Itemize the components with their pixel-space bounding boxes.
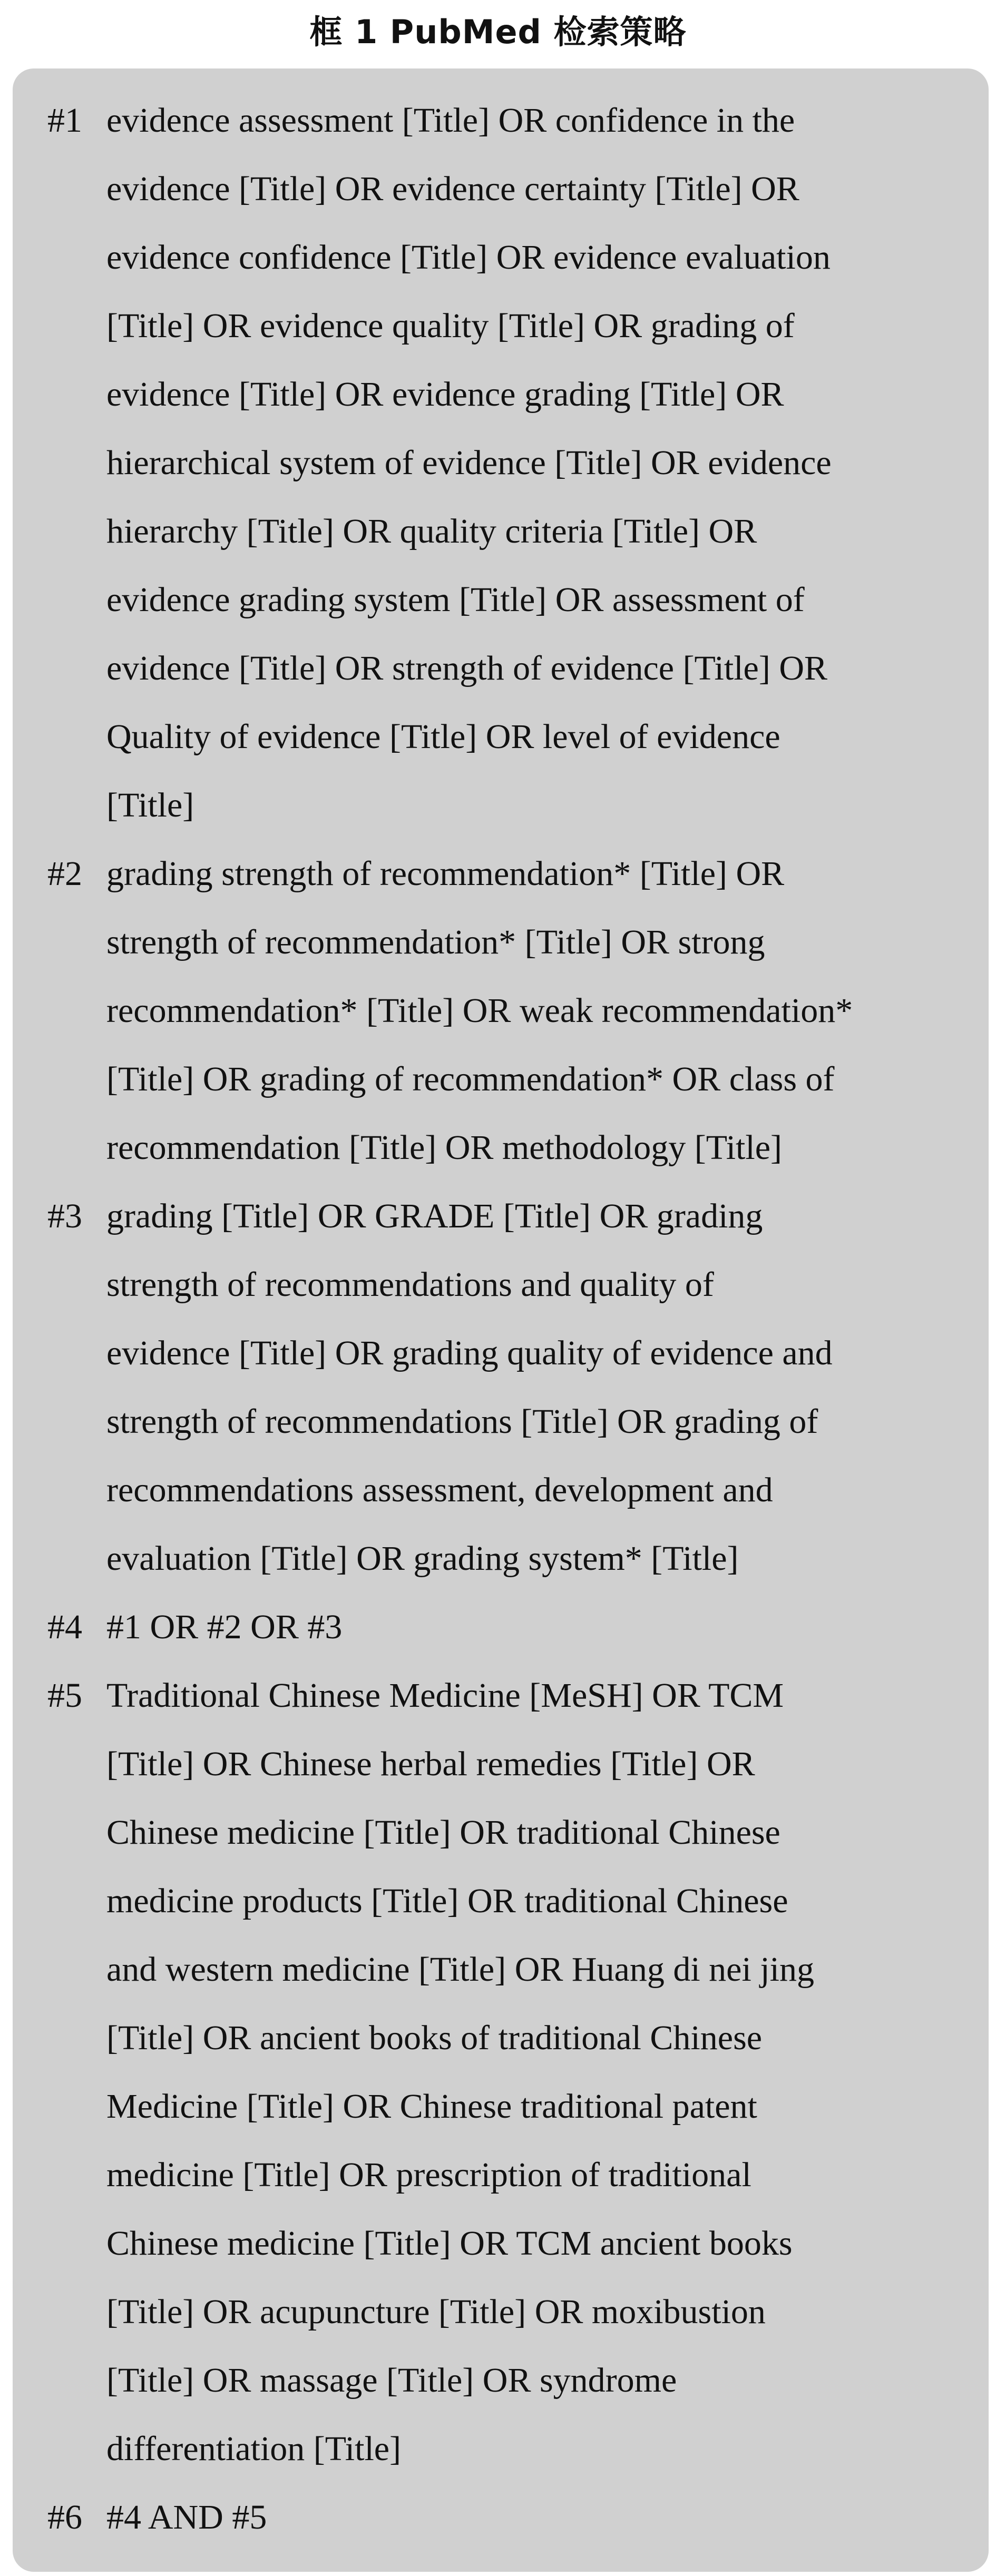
query-line: grading strength of recommendation* [Title] OR [106,854,785,893]
query-line: #1 OR #2 OR #3 [106,1608,343,1646]
query-line: Chinese medicine [Title] OR traditional Chinese [106,1813,780,1852]
search-step-2 [47,840,957,1182]
query-line: evidence [Title] OR evidence certainty [Title] OR [106,170,799,208]
step-query [106,86,957,840]
query-line: medicine products [Title] OR traditional Chinese [106,1882,788,1920]
query-line: evidence confidence [Title] OR evidence evaluation [106,238,831,277]
query-line: [Title] OR evidence quality [Title] OR grading of [106,307,795,345]
step-query [106,840,957,1182]
step-number: #3 [47,1197,82,1235]
query-line: strength of recommendation* [Title] OR strong [106,923,765,961]
query-line: medicine [Title] OR prescription of traditional [106,2156,751,2194]
query-line: evidence assessment [Title] OR confidence in the [106,101,795,140]
query-line: and western medicine [Title] OR Huang di nei jing [106,1950,814,1989]
query-line: evidence [Title] OR strength of evidence [Title] OR [106,649,828,687]
step-number: #4 [47,1608,82,1646]
query-line: [Title] [106,786,194,824]
search-steps-list [47,86,957,2552]
query-line: hierarchy [Title] OR quality criteria [Title] OR [106,512,757,550]
query-line: evidence [Title] OR evidence grading [Title] OR [106,375,784,414]
step-query [106,1593,957,1661]
query-line: [Title] OR Chinese herbal remedies [Title] OR [106,1745,755,1783]
search-step-5 [47,1661,957,2483]
search-strategy-panel [13,68,989,2572]
query-line: [Title] OR acupuncture [Title] OR moxibustion [106,2293,766,2331]
search-step-3 [47,1182,957,1593]
query-line: hierarchical system of evidence [Title] OR evidence [106,444,832,482]
query-line: grading [Title] OR GRADE [Title] OR grading [106,1197,763,1235]
step-query [106,1182,957,1593]
query-line: evaluation [Title] OR grading system* [Title] [106,1539,739,1578]
query-line: [Title] OR ancient books of traditional Chinese [106,2019,763,2057]
search-step-6 [47,2483,957,2552]
query-line: strength of recommendations [Title] OR grading of [106,1402,818,1441]
query-line: Quality of evidence [Title] OR level of evidence [106,717,780,756]
query-line: evidence grading system [Title] OR assessment of [106,581,805,619]
step-query [106,2483,957,2552]
query-line: evidence [Title] OR grading quality of evidence and [106,1334,833,1372]
query-line: [Title] OR grading of recommendation* OR class of [106,1060,835,1098]
step-number: #6 [47,2498,82,2536]
step-number: #5 [47,1676,82,1715]
step-number: #1 [47,101,82,140]
search-step-4 [47,1593,957,1661]
query-line: #4 AND #5 [106,2498,267,2536]
step-number: #2 [47,854,82,893]
step-query [106,1661,957,2483]
query-line: recommendations assessment, development and [106,1471,773,1509]
query-line: Medicine [Title] OR Chinese traditional patent [106,2087,757,2126]
box-title: 框 1 PubMed 检索策略 [309,12,687,51]
query-line: differentiation [Title] [106,2430,402,2468]
query-line: recommendation* [Title] OR weak recommendation* [106,991,853,1030]
query-line: recommendation [Title] OR methodology [Title] [106,1128,783,1167]
query-line: [Title] OR massage [Title] OR syndrome [106,2361,677,2400]
search-step-1 [47,86,957,840]
query-line: strength of recommendations and quality of [106,1265,714,1304]
query-line: Chinese medicine [Title] OR TCM ancient books [106,2224,793,2263]
query-line: Traditional Chinese Medicine [MeSH] OR TCM [106,1676,784,1715]
